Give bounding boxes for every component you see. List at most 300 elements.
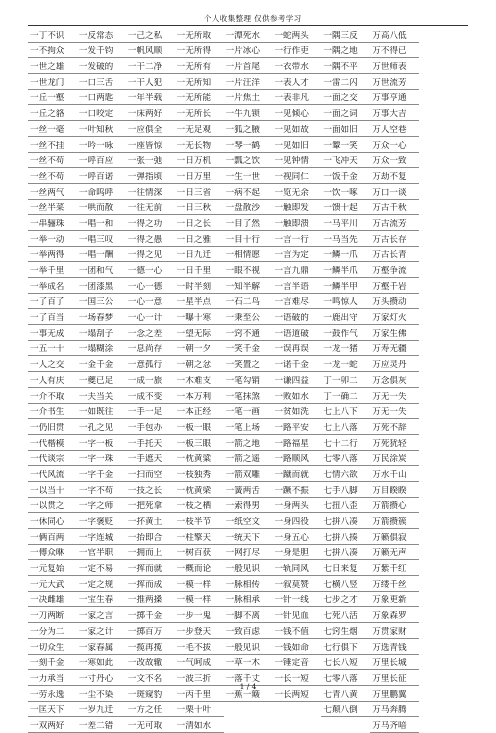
- idiom-cell: [77, 451, 126, 467]
- idiom-cell: [175, 372, 224, 388]
- idiom-cell: [77, 278, 126, 294]
- idiom-cell: [126, 655, 175, 671]
- idiom-text: 万缕千丝: [372, 579, 407, 590]
- idiom-cell: [77, 309, 126, 325]
- idiom-cell: [175, 231, 224, 247]
- idiom-cell: [175, 498, 224, 514]
- idiom-text: 一发千钧: [78, 46, 114, 57]
- idiom-text: 一眼不视: [225, 266, 260, 276]
- idiom-cell: [175, 607, 224, 623]
- idiom-text: 一箭双雕: [225, 469, 260, 480]
- idiom-text: 一字一珠: [78, 454, 114, 465]
- idiom-cell: [272, 105, 321, 121]
- idiom-text: 一无所有: [176, 62, 212, 73]
- idiom-cell: [321, 372, 370, 388]
- idiom-cell: [28, 200, 77, 216]
- idiom-text: 一表非凡: [274, 93, 309, 104]
- idiom-text: 万马奔腾: [372, 705, 407, 716]
- idiom-text: 万壑千岩: [372, 281, 407, 292]
- idiom-text: 一力承当: [30, 673, 65, 684]
- idiom-text: 一面之词: [323, 109, 358, 120]
- idiom-cell: [224, 247, 273, 263]
- idiom-text: 一叙莫赞: [274, 579, 309, 590]
- idiom-cell: [175, 215, 224, 231]
- idiom-text: 七情六欲: [323, 469, 358, 480]
- idiom-cell: [272, 435, 321, 451]
- idiom-text: 一元复始: [30, 564, 65, 575]
- idiom-text: 一本万利: [176, 391, 212, 402]
- idiom-text: 一枕黄梁: [176, 485, 212, 496]
- idiom-cell: [224, 356, 273, 372]
- idiom-text: 一元大武: [30, 579, 65, 590]
- idiom-text: 一步登天: [176, 626, 212, 637]
- idiom-text: 一金千金: [78, 360, 114, 371]
- idiom-cell: [272, 513, 321, 529]
- idiom-text: 一干人犯: [127, 77, 163, 88]
- page-number: 1 / 4: [239, 682, 257, 691]
- idiom-text: 万事亨通: [372, 93, 407, 104]
- idiom-text: 一言九鼎: [274, 266, 309, 276]
- idiom-cell: [370, 404, 419, 420]
- idiom-cell: [224, 215, 273, 231]
- idiom-cell: [272, 74, 321, 90]
- idiom-cell: [126, 545, 175, 561]
- idiom-cell: [370, 325, 419, 341]
- idiom-text: 一俩百两: [30, 532, 65, 543]
- idiom-cell: [175, 262, 224, 278]
- idiom-text: 一栗十叶: [176, 705, 212, 716]
- idiom-cell: [28, 58, 77, 74]
- idiom-text: 一德一心: [127, 266, 163, 276]
- idiom-cell: [175, 482, 224, 498]
- idiom-text: 一己之私: [127, 30, 163, 41]
- idiom-cell: [272, 137, 321, 153]
- idiom-text: 一家春属: [78, 642, 114, 653]
- idiom-cell: [370, 592, 419, 608]
- idiom-text: 一字一板: [78, 438, 114, 449]
- idiom-text: 一技之长: [127, 485, 163, 496]
- idiom-text: 一人有庆: [30, 375, 65, 386]
- idiom-cell: [272, 419, 321, 435]
- idiom-cell: [126, 717, 175, 733]
- idiom-text: 一丝一毫: [30, 124, 65, 135]
- idiom-cell: [224, 576, 273, 592]
- idiom-text: 一身四役: [274, 517, 309, 527]
- idiom-text: 一枝独秀: [176, 469, 212, 480]
- idiom-cell: [126, 498, 175, 514]
- idiom-cell: [272, 168, 321, 184]
- idiom-cell: [224, 325, 273, 341]
- idiom-cell: [370, 372, 419, 388]
- idiom-text: 一心一意: [127, 297, 163, 308]
- idiom-cell: [272, 215, 321, 231]
- idiom-text: 一傅众咻: [30, 548, 65, 559]
- idiom-cell: [77, 215, 126, 231]
- idiom-cell: [77, 356, 126, 372]
- idiom-cell: [77, 372, 126, 388]
- idiom-text: 一仍旧贯: [30, 422, 65, 433]
- idiom-cell: [175, 639, 224, 655]
- idiom-cell: [370, 576, 419, 592]
- idiom-cell: [370, 419, 419, 435]
- idiom-text: 一扫而空: [127, 469, 163, 480]
- idiom-text: 万古千秋: [372, 203, 407, 214]
- idiom-text: 一生一世: [225, 171, 260, 182]
- idiom-text: 七横八竖: [323, 579, 358, 590]
- idiom-text: 一举一动: [30, 234, 65, 245]
- idiom-text: 一鳞一爪: [323, 250, 358, 261]
- idiom-text: 一饭千金: [323, 171, 358, 182]
- idiom-text: 一飞冲天: [323, 156, 358, 167]
- idiom-text: 一唱三叹: [78, 234, 114, 245]
- idiom-text: 万头攒动: [372, 297, 407, 308]
- idiom-text: 一手托天: [127, 438, 163, 449]
- idiom-text: 一了百当: [30, 313, 65, 324]
- idiom-cell: [370, 74, 419, 90]
- idiom-text: 一枕黄粱: [176, 454, 212, 465]
- idiom-cell: [175, 121, 224, 137]
- idiom-cell: [28, 356, 77, 372]
- idiom-column: [370, 27, 419, 733]
- idiom-cell: [28, 560, 77, 576]
- idiom-cell: [321, 404, 370, 420]
- idiom-text: 丁一卯二: [323, 375, 358, 386]
- idiom-cell: [272, 247, 321, 263]
- idiom-cell: [370, 607, 419, 623]
- idiom-text: 一了百了: [30, 297, 65, 308]
- idiom-text: 一事无成: [30, 328, 65, 339]
- idiom-cell: [77, 137, 126, 153]
- idiom-text: 一日三省: [176, 187, 212, 198]
- idiom-text: 一波三折: [176, 673, 212, 684]
- idiom-text: 万马齐喑: [372, 720, 407, 731]
- idiom-cell: [272, 639, 321, 655]
- idiom-cell: [28, 372, 77, 388]
- idiom-cell: [77, 607, 126, 623]
- idiom-text: 一面之交: [323, 93, 358, 104]
- idiom-text: 一字褒贬: [78, 517, 114, 527]
- idiom-cell: [126, 623, 175, 639]
- idiom-text: 一木难支: [176, 375, 212, 386]
- idiom-text: 丁一确二: [323, 391, 358, 402]
- idiom-cell: [321, 592, 370, 608]
- idiom-cell: [126, 43, 175, 59]
- idiom-cell: [77, 43, 126, 59]
- idiom-cell: [272, 655, 321, 671]
- idiom-text: 万箭攒簇: [372, 517, 407, 527]
- idiom-cell: [77, 153, 126, 169]
- idiom-cell: [126, 153, 175, 169]
- idiom-text: 一心一德: [127, 281, 163, 292]
- idiom-text: 一清如水: [176, 720, 212, 731]
- idiom-cell: [370, 90, 419, 106]
- idiom-text: 一挥而就: [127, 564, 163, 575]
- idiom-cell: [224, 419, 273, 435]
- idiom-cell: [77, 529, 126, 545]
- idiom-text: 一般见识: [225, 564, 260, 575]
- idiom-text: 一身五心: [274, 532, 309, 543]
- idiom-cell: [224, 655, 273, 671]
- idiom-cell: [370, 466, 419, 482]
- idiom-cell: [126, 356, 175, 372]
- idiom-cell: [321, 27, 370, 43]
- idiom-table: [28, 27, 468, 733]
- idiom-text: 七颠八倒: [323, 705, 358, 716]
- idiom-cell: [224, 372, 273, 388]
- idiom-cell: [370, 247, 419, 263]
- idiom-cell: [77, 498, 126, 514]
- idiom-cell: [77, 545, 126, 561]
- idiom-cell: [370, 121, 419, 137]
- idiom-text: 一蹶不振: [274, 485, 309, 496]
- idiom-text: 万高八低: [372, 30, 407, 41]
- idiom-cell: [272, 623, 321, 639]
- idiom-cell: [175, 168, 224, 184]
- idiom-text: 七窍生烟: [323, 626, 358, 637]
- idiom-text: 一馈十起: [323, 203, 358, 214]
- idiom-text: 一得之愚: [127, 234, 163, 245]
- idiom-text: 一口两匙: [78, 93, 114, 104]
- idiom-cell: [370, 545, 419, 561]
- idiom-text: 万贯家财: [372, 626, 407, 637]
- idiom-text: 一视同仁: [274, 171, 309, 182]
- idiom-text: 万里长城: [372, 658, 407, 669]
- idiom-text: 一行作吏: [274, 46, 309, 57]
- idiom-text: 七手八脚: [323, 485, 358, 496]
- idiom-text: 一针一线: [274, 595, 309, 606]
- idiom-text: 一串骊珠: [30, 218, 65, 229]
- idiom-cell: [28, 309, 77, 325]
- idiom-cell: [126, 576, 175, 592]
- idiom-cell: [272, 341, 321, 357]
- idiom-text: 一以当十: [30, 485, 65, 496]
- idiom-cell: [224, 482, 273, 498]
- idiom-cell: [175, 153, 224, 169]
- idiom-text: 一无所能: [176, 93, 212, 104]
- idiom-text: 一干二净: [127, 62, 163, 73]
- idiom-cell: [370, 451, 419, 467]
- idiom-cell: [370, 43, 419, 59]
- idiom-text: 一相情愿: [225, 250, 260, 261]
- idiom-text: 一模一样: [176, 595, 212, 606]
- idiom-cell: [321, 153, 370, 169]
- idiom-text: 一树百获: [176, 548, 212, 559]
- idiom-text: 一举两得: [30, 250, 65, 261]
- idiom-text: 一床两好: [127, 109, 163, 120]
- idiom-cell: [224, 435, 273, 451]
- idiom-text: 一定之规: [78, 579, 114, 590]
- idiom-column: [126, 27, 175, 733]
- idiom-cell: [126, 309, 175, 325]
- idiom-cell: [224, 58, 273, 74]
- idiom-cell: [370, 560, 419, 576]
- idiom-cell: [272, 278, 321, 294]
- idiom-cell: [224, 121, 273, 137]
- idiom-cell: [224, 278, 273, 294]
- idiom-text: 一成一旅: [127, 375, 163, 386]
- idiom-cell: [175, 105, 224, 121]
- idiom-text: 万死不辞: [372, 422, 407, 433]
- idiom-text: 一吟一咏: [78, 140, 114, 151]
- idiom-cell: [28, 607, 77, 623]
- idiom-text: 一时半刻: [176, 281, 212, 292]
- idiom-text: 一曝十寒: [176, 313, 212, 324]
- idiom-text: 一塌糊涂: [78, 344, 114, 355]
- idiom-column: [28, 27, 77, 733]
- idiom-cell: [28, 435, 77, 451]
- idiom-cell: [224, 592, 273, 608]
- idiom-text: 万籁无声: [372, 548, 407, 559]
- idiom-cell: [77, 388, 126, 404]
- idiom-cell: [370, 278, 419, 294]
- idiom-cell: [272, 294, 321, 310]
- idiom-text: 一雷二闪: [323, 77, 358, 88]
- idiom-cell: [224, 498, 273, 514]
- idiom-cell: [224, 607, 273, 623]
- idiom-cell: [77, 482, 126, 498]
- idiom-cell: [272, 404, 321, 420]
- idiom-cell: [370, 435, 419, 451]
- idiom-cell: [321, 639, 370, 655]
- idiom-text: 一板一眼: [176, 422, 212, 433]
- idiom-text: 一身是胆: [274, 548, 309, 559]
- idiom-text: 一家之言: [78, 611, 114, 622]
- idiom-text: 万无一失: [372, 407, 407, 418]
- idiom-column: [77, 27, 126, 733]
- idiom-cell: [77, 435, 126, 451]
- idiom-cell: [175, 90, 224, 106]
- idiom-cell: [321, 435, 370, 451]
- idiom-cell: [28, 388, 77, 404]
- idiom-text: 一代风流: [30, 469, 65, 480]
- idiom-text: 一得之功: [127, 218, 163, 229]
- idiom-text: 一刻千金: [30, 658, 65, 669]
- idiom-text: 七零八落: [323, 454, 358, 465]
- idiom-text: 一纸空文: [225, 517, 260, 527]
- idiom-text: 一病不起: [225, 187, 260, 198]
- idiom-cell: [370, 655, 419, 671]
- idiom-cell: [224, 545, 273, 561]
- idiom-cell: [370, 498, 419, 514]
- idiom-cell: [321, 466, 370, 482]
- idiom-cell: [77, 702, 126, 718]
- idiom-text: 一代楷模: [30, 438, 65, 449]
- idiom-cell: [370, 262, 419, 278]
- idiom-cell: [175, 43, 224, 59]
- idiom-text: 万籁俱寂: [372, 532, 407, 543]
- idiom-cell: [175, 388, 224, 404]
- idiom-cell: [28, 592, 77, 608]
- idiom-cell: [370, 717, 419, 733]
- idiom-cell: [370, 639, 419, 655]
- idiom-cell: [175, 356, 224, 372]
- idiom-text: 一脉相传: [225, 579, 260, 590]
- idiom-cell: [272, 262, 321, 278]
- idiom-text: 万家生佛: [372, 328, 407, 339]
- idiom-cell: [28, 231, 77, 247]
- idiom-cell: [126, 404, 175, 420]
- idiom-text: 一朝一夕: [176, 344, 212, 355]
- idiom-cell: [28, 717, 77, 733]
- idiom-cell: [28, 90, 77, 106]
- idiom-cell: [321, 513, 370, 529]
- page-header: [0, 0, 496, 28]
- idiom-text: 一草一木: [225, 658, 260, 669]
- idiom-text: 一世之雄: [30, 62, 65, 73]
- idiom-cell: [272, 466, 321, 482]
- idiom-cell: [126, 200, 175, 216]
- idiom-cell: [28, 639, 77, 655]
- idiom-text: 一掷千金: [127, 611, 163, 622]
- idiom-cell: [28, 341, 77, 357]
- idiom-text: 一气呵成: [176, 658, 212, 669]
- idiom-text: 一窍不通: [225, 328, 260, 339]
- idiom-cell: [77, 231, 126, 247]
- idiom-cell: [126, 388, 175, 404]
- idiom-cell: [28, 168, 77, 184]
- idiom-text: 一应俱全: [127, 124, 163, 135]
- idiom-cell: [272, 529, 321, 545]
- idiom-cell: [321, 498, 370, 514]
- idiom-cell: [28, 545, 77, 561]
- idiom-cell: [321, 90, 370, 106]
- idiom-text: 万口一谈: [372, 187, 407, 198]
- idiom-text: 一路平安: [274, 422, 309, 433]
- idiom-cell: [77, 90, 126, 106]
- idiom-cell: [77, 560, 126, 576]
- idiom-text: 一呼百诺: [78, 171, 114, 182]
- idiom-cell: [224, 168, 273, 184]
- idiom-text: 一笔上场: [225, 422, 260, 433]
- idiom-text: 七行俱下: [323, 642, 358, 653]
- idiom-cell: [272, 309, 321, 325]
- idiom-text: 一致百虑: [225, 626, 260, 637]
- idiom-cell: [175, 27, 224, 43]
- idiom-text: 一隅不平: [323, 62, 358, 73]
- idiom-text: 一团漆黑: [78, 281, 114, 292]
- idiom-text: 一寸丹心: [78, 673, 114, 684]
- idiom-text: 一定不易: [78, 564, 114, 575]
- idiom-cell: [28, 702, 77, 718]
- idiom-text: 一鼓作气: [323, 328, 358, 339]
- idiom-cell: [272, 184, 321, 200]
- idiom-text: 一推两搡: [127, 595, 163, 606]
- idiom-text: 一口咬定: [78, 109, 114, 120]
- idiom-cell: [77, 121, 126, 137]
- idiom-cell: [224, 27, 273, 43]
- idiom-text: 万里鹏翼: [372, 689, 407, 700]
- idiom-text: 一身两头: [274, 501, 309, 512]
- idiom-text: 一举成名: [30, 281, 65, 292]
- idiom-text: 一无所长: [176, 109, 212, 120]
- idiom-cell: [126, 294, 175, 310]
- idiom-cell: [175, 513, 224, 529]
- idiom-text: 一得之见: [127, 250, 163, 261]
- idiom-text: 一举千里: [30, 266, 65, 276]
- idiom-text: 一帆风顺: [127, 46, 163, 57]
- idiom-text: 一落千丈: [225, 673, 260, 684]
- idiom-text: 一星半点: [176, 297, 212, 308]
- idiom-text: 万民涂炭: [372, 454, 407, 465]
- idiom-cell: [28, 247, 77, 263]
- idiom-text: 一鹿出守: [323, 313, 358, 324]
- idiom-cell: [175, 529, 224, 545]
- idiom-text: 一言半语: [274, 281, 309, 292]
- idiom-text: 一手遮天: [127, 454, 163, 465]
- idiom-text: 一秉至公: [225, 313, 260, 324]
- idiom-text: 一日万机: [176, 156, 212, 167]
- idiom-cell: [126, 419, 175, 435]
